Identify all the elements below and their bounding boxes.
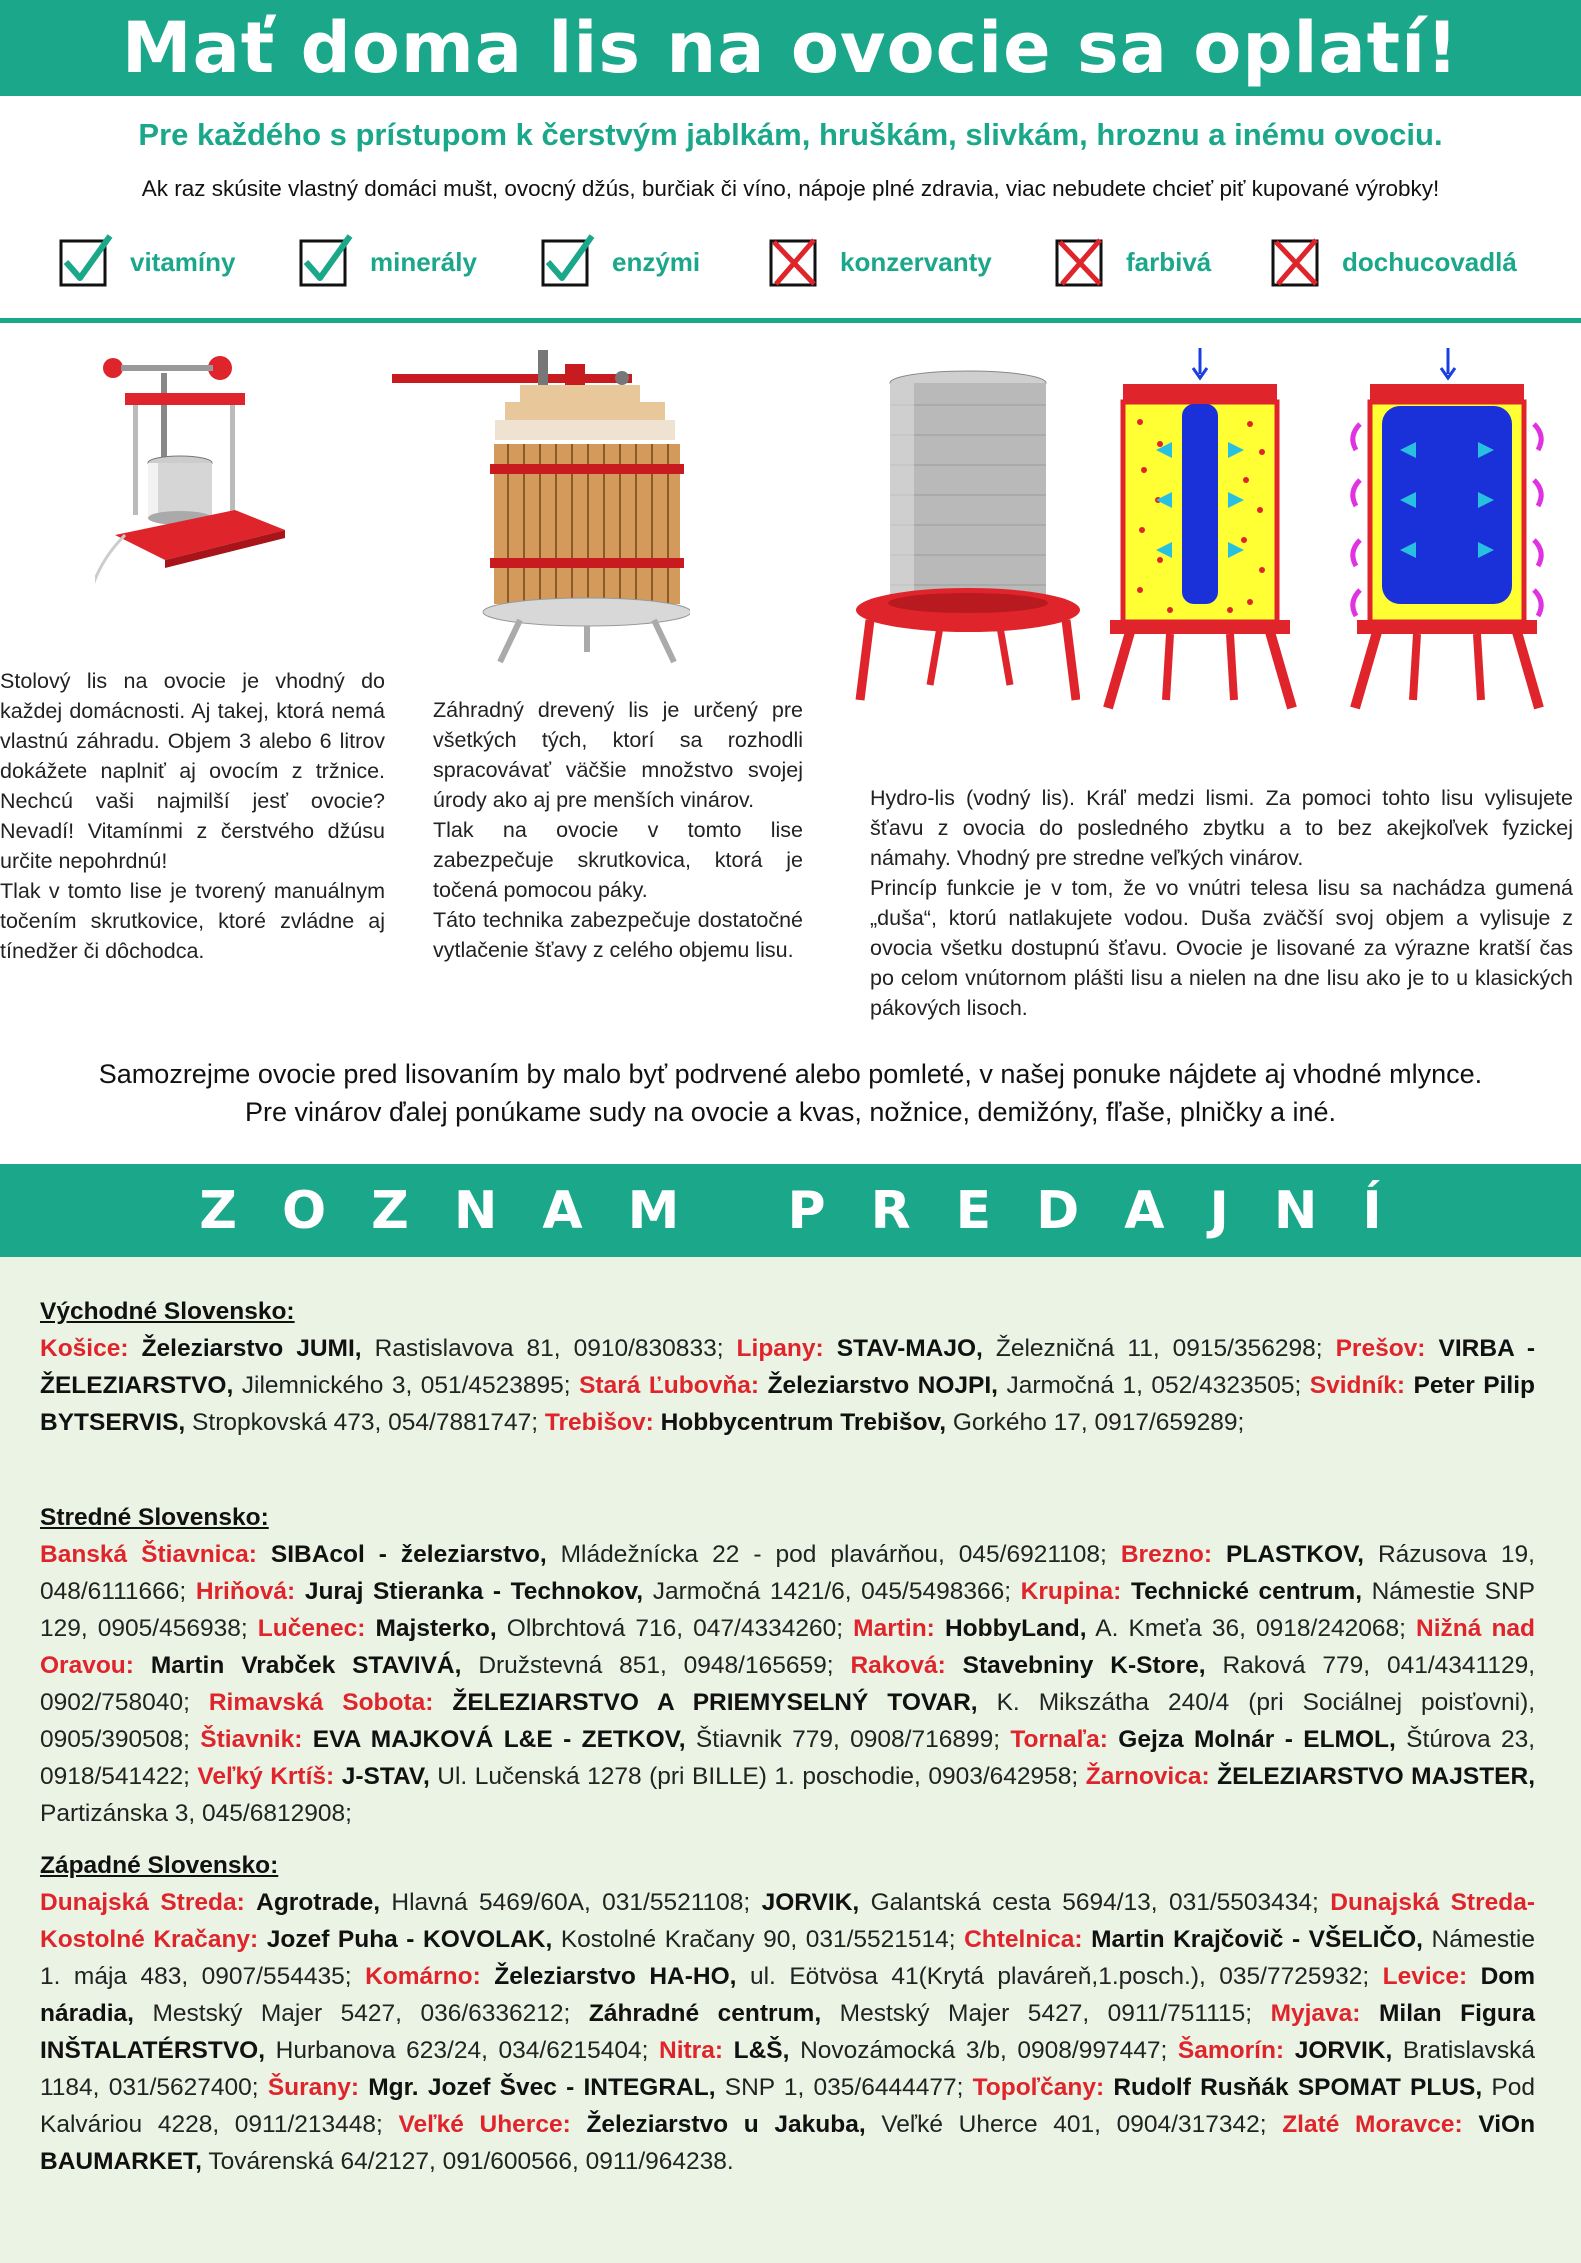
store-city: Dunajská Streda-Kostolné Kračany: xyxy=(40,1889,1535,1953)
store-name: PLASTKOV, xyxy=(1226,1541,1364,1568)
stores-section xyxy=(0,1257,1581,2263)
section-divider xyxy=(0,318,1581,323)
store-city: Tornaľa: xyxy=(1010,1726,1108,1753)
store-name: J-STAV, xyxy=(341,1763,430,1790)
hydro-press-image xyxy=(850,365,1080,705)
hydro-press-description xyxy=(870,783,1573,1023)
region-title: Východné Slovensko: xyxy=(40,1298,295,1325)
store-name: Železiarstvo JUMI, xyxy=(141,1335,362,1362)
subtitle: Pre každého s prístupom k čerstvým jablkám, hruškám, slivkám, hroznu a inému ovociu. xyxy=(138,117,1443,152)
feature-checklist xyxy=(58,232,1538,292)
store-address: Olbrchtová 716, 047/4334260; xyxy=(506,1615,844,1642)
store-address: Družstevná 851, 0948/165659; xyxy=(478,1652,834,1679)
store-address: Veľké Uherce 401, 0904/317342; xyxy=(881,2111,1267,2138)
store-name: JORVIK, xyxy=(1294,2037,1393,2064)
store-name: Gejza Molnár - ELMOL, xyxy=(1118,1726,1396,1753)
store-city: Košice: xyxy=(40,1335,129,1362)
table-press-image xyxy=(95,345,315,605)
store-city: Svidník: xyxy=(1309,1372,1406,1399)
store-city: Šamorín: xyxy=(1177,2037,1285,2064)
store-name: SIBAcol - železiarstvo, xyxy=(270,1541,547,1568)
description-paragraph: Stolový lis na ovocie je vhodný do každej domácnosti. Aj takej, ktorá nemá vlastnú záhradu. Objem 3 alebo 6 litrov dokážete naplniť aj ovocím z tržnice. Nechcú vaši najmilší jesť ovocie? Nevadí! Vitamínmi z čerstvého džúsu určite nepohrdnú! xyxy=(0,669,385,873)
page-title: Mať doma lis na ovocie sa oplatí! xyxy=(121,7,1460,89)
store-name: Juraj Stieranka - Technokov, xyxy=(304,1578,644,1605)
description-paragraph: Hydro-lis (vodný lis). Kráľ medzi lismi. Za pomoci tohto lisu vylisujete šťavu z ovocia do posledného zbytku a to bez akejkoľvek fyzickej námahy. Vhodný pre stredne veľkých vinárov. xyxy=(870,786,1573,870)
store-name: ŽELEZIARSTVO A PRIEMYSELNÝ TOVAR, xyxy=(452,1689,978,1716)
store-city: Trebišov: xyxy=(544,1409,654,1436)
store-name: Železiarstvo HA-HO, xyxy=(494,1963,737,1990)
store-name: Záhradné centrum, xyxy=(588,2000,822,2027)
region-entries xyxy=(40,1335,1535,1436)
region-entries xyxy=(40,1541,1535,1827)
store-name: Dom náradia, xyxy=(40,1963,1536,2027)
store-name: Milan Figura INŠTALATÉRSTVO, xyxy=(40,2000,1536,2064)
store-city: Nižná nad Oravou: xyxy=(40,1615,1536,1679)
description-paragraph: Princíp funkcie je v tom, že vo vnútri telesa lisu sa nachádza gumená „duša“, ktorú natlakujete vodou. Duša zväčší svoj objem a vylisuje z ovocia všetku dostupnú šťavu. Ovocie je lisované za výrazne kratší čas po celom vnútornom plášti lisu a nielen na dne lisu ako je to u klasických pákových lisoch. xyxy=(870,876,1573,1020)
store-city: Stará Ľubovňa: xyxy=(579,1372,760,1399)
store-address: Gorkého 17, 0917/659289; xyxy=(952,1409,1245,1436)
checkbox-check-icon xyxy=(58,238,106,286)
store-city: Lučenec: xyxy=(257,1615,366,1642)
store-address: Hlavná 5469/60A, 031/5521108; xyxy=(391,1889,751,1916)
store-city: Banská Štiavnica: xyxy=(40,1541,257,1568)
region-block xyxy=(40,1847,1535,2180)
store-address: Stropkovská 473, 054/7881747; xyxy=(192,1409,539,1436)
feature-item xyxy=(540,232,700,292)
checkbox-cross-icon xyxy=(768,238,816,286)
checkbox-check-icon xyxy=(540,238,588,286)
store-address: Novozámocká 3/b, 0908/997447; xyxy=(800,2037,1168,2064)
closing-line: Samozrejme ovocie pred lisovaním by malo byť podrvené alebo pomleté, v našej ponuke nájdete aj vhodné mlynce. xyxy=(98,1059,1483,1089)
store-name: JORVIK, xyxy=(761,1889,860,1916)
store-name: Majsterko, xyxy=(375,1615,497,1642)
store-address: Mestský Majer 5427, 0911/751115; xyxy=(839,2000,1253,2027)
store-address: Galantská cesta 5694/13, 031/5503434; xyxy=(870,1889,1319,1916)
description-paragraph: Tlak v tomto lise je tvorený manuálnym točením skrutkovice, ktoré zvládne aj tínedžer či dôchodca. xyxy=(0,879,385,963)
feature-label: konzervanty xyxy=(840,246,992,277)
store-name: ViOn BAUMARKET, xyxy=(40,2111,1536,2175)
hydro-diagram-after xyxy=(1340,340,1555,710)
store-name: VIRBA - ŽELEZIARSTVO, xyxy=(40,1335,1536,1399)
stores-title: ZOZNAM PREDAJNÍ xyxy=(199,1180,1427,1241)
feature-label: dochucovadlá xyxy=(1342,246,1517,277)
store-address: A. Kmeťa 36, 0918/242068; xyxy=(1095,1615,1406,1642)
store-address: Námestie SNP 129, 0905/456938; xyxy=(40,1578,1536,1642)
store-address: SNP 1, 035/6444477; xyxy=(724,2074,964,2101)
store-city: Komárno: xyxy=(365,1963,481,1990)
feature-item xyxy=(768,232,992,292)
description-paragraph: Táto technika zabezpečuje dostatočné vytlačenie šťavy z celého objemu lisu. xyxy=(433,908,803,962)
store-address: Jarmočná 1421/6, 045/5498366; xyxy=(652,1578,1012,1605)
store-address: Mládežnícka 22 - pod plavárňou, 045/6921108; xyxy=(560,1541,1107,1568)
store-name: Martin Krajčovič - VŠELIČO, xyxy=(1091,1926,1423,1953)
region-title: Západné Slovensko: xyxy=(40,1852,279,1879)
store-name: Martin Vrabček STAVIVÁ, xyxy=(150,1652,462,1679)
store-address: Továrenská 64/2127, 091/600566, 0911/964238. xyxy=(208,2148,734,2175)
feature-label: minerály xyxy=(370,246,477,277)
store-city: Levice: xyxy=(1382,1963,1468,1990)
store-name: Stavebniny K-Store, xyxy=(962,1652,1206,1679)
store-address: Rázusova 19, 048/6111666; xyxy=(40,1541,1535,1605)
feature-label: enzými xyxy=(612,246,701,277)
feature-item xyxy=(298,232,477,292)
store-address: Jarmočná 1, 052/4323505; xyxy=(1006,1372,1302,1399)
store-address: Rastislavova 81, 0910/830833; xyxy=(374,1335,724,1362)
store-address: Štúrova 23, 0918/541422; xyxy=(40,1726,1536,1790)
store-address: Hurbanova 623/24, 034/6215404; xyxy=(275,2037,649,2064)
store-address: Raková 779, 041/4341129, 0902/758040; xyxy=(40,1652,1536,1716)
store-name: Železiarstvo NOJPI, xyxy=(767,1372,998,1399)
store-address: Partizánska 3, 045/6812908; xyxy=(40,1800,352,1827)
store-city: Nitra: xyxy=(659,2037,723,2064)
store-address: Štiavnik 779, 0908/716899; xyxy=(695,1726,1001,1753)
store-address: Pod Kalváriou 4228, 0911/213448; xyxy=(40,2074,1535,2138)
store-address: Bratislavská 1184, 031/5627400; xyxy=(40,2037,1535,2101)
store-city: Veľký Krtíš: xyxy=(197,1763,335,1790)
region-block xyxy=(40,1499,1535,1832)
store-city: Rimavská Sobota: xyxy=(208,1689,434,1716)
closing-note xyxy=(0,1055,1581,1131)
store-name: STAV-MAJO, xyxy=(836,1335,983,1362)
feature-label: farbivá xyxy=(1126,246,1212,277)
store-city: Myjava: xyxy=(1270,2000,1361,2027)
feature-item xyxy=(1270,232,1517,292)
store-city: Raková: xyxy=(850,1652,946,1679)
store-name: Agrotrade, xyxy=(256,1889,381,1916)
store-name: Rudolf Rusňák SPOMAT PLUS, xyxy=(1113,2074,1483,2101)
store-city: Martin: xyxy=(853,1615,935,1642)
store-name: Jozef Puha - KOVOLAK, xyxy=(266,1926,553,1953)
store-address: Jilemnického 3, 051/4523895; xyxy=(241,1372,571,1399)
store-city: Topoľčany: xyxy=(972,2074,1105,2101)
store-name: HobbyLand, xyxy=(944,1615,1087,1642)
description-paragraph: Tlak na ovocie v tomto lise zabezpečuje skrutkovica, ktorá je točená pomocou páky. xyxy=(433,818,803,902)
store-address: Ul. Lučenská 1278 (pri BILLE) 1. poschodie, 0903/642958; xyxy=(437,1763,1079,1790)
store-name: EVA MAJKOVÁ L&E - ZETKOV, xyxy=(312,1726,686,1753)
region-title: Stredné Slovensko: xyxy=(40,1504,269,1531)
store-name: Technické centrum, xyxy=(1130,1578,1362,1605)
garden-press-description xyxy=(433,695,803,965)
store-name: Mgr. Jozef Švec - INTEGRAL, xyxy=(368,2074,716,2101)
store-address: Železničná 11, 0915/356298; xyxy=(995,1335,1323,1362)
feature-label: vitamíny xyxy=(130,246,236,277)
region-entries xyxy=(40,1889,1535,2175)
store-city: Hriňová: xyxy=(195,1578,296,1605)
store-name: Peter Pilip BYTSERVIS, xyxy=(40,1372,1535,1436)
garden-press-image xyxy=(390,340,690,670)
store-address: Kostolné Kračany 90, 031/5521514; xyxy=(560,1926,956,1953)
checkbox-check-icon xyxy=(298,238,346,286)
store-city: Brezno: xyxy=(1120,1541,1213,1568)
description-paragraph: Záhradný drevený lis je určený pre všetkých tých, ktorí sa rozhodli spracovávať väčšie množstvo svojej úrody ako aj pre menších vinárov. xyxy=(433,698,803,812)
checkbox-cross-icon xyxy=(1270,238,1318,286)
store-city: Krupina: xyxy=(1020,1578,1122,1605)
store-address: K. Mikszátha 240/4 (pri Sociálnej poisťovni), 0905/390508; xyxy=(40,1689,1536,1753)
store-name: L&Š, xyxy=(733,2037,790,2064)
store-city: Prešov: xyxy=(1335,1335,1426,1362)
store-city: Zlaté Moravce: xyxy=(1282,2111,1463,2138)
store-name: ŽELEZIARSTVO MAJSTER, xyxy=(1217,1763,1536,1790)
store-city: Štiavnik: xyxy=(200,1726,303,1753)
store-address: ul. Eötvösa 41(Krytá plaváreň,1.posch.), 035/7725932; xyxy=(749,1963,1370,1990)
store-city: Lipany: xyxy=(736,1335,824,1362)
feature-item xyxy=(58,232,236,292)
store-address: Námestie 1. mája 483, 0907/554435; xyxy=(40,1926,1535,1990)
region-block xyxy=(40,1293,1535,1441)
header-banner xyxy=(0,0,1581,96)
closing-line: Pre vinárov ďalej ponúkame sudy na ovocie a kvas, nožnice, demižóny, fľaše, plničky a iné. xyxy=(244,1097,1337,1127)
store-city: Chtelnica: xyxy=(964,1926,1083,1953)
intro-text: Ak raz skúsite vlastný domáci mušt, ovocný džús, burčiak či víno, nápoje plné zdravia, viac nebudete chcieť piť kupované výrobky! xyxy=(141,176,1440,201)
store-city: Šurany: xyxy=(267,2074,360,2101)
store-name: Železiarstvo u Jakuba, xyxy=(586,2111,866,2138)
store-address: Mestský Majer 5427, 036/6336212; xyxy=(152,2000,571,2027)
store-city: Dunajská Streda: xyxy=(40,1889,245,1916)
store-city: Žarnovica: xyxy=(1085,1763,1210,1790)
hydro-diagram-before xyxy=(1100,340,1300,710)
table-press-description xyxy=(0,666,385,966)
stores-header xyxy=(0,1164,1581,1257)
store-city: Veľké Uherce: xyxy=(398,2111,571,2138)
feature-item xyxy=(1054,232,1211,292)
checkbox-cross-icon xyxy=(1054,238,1102,286)
store-name: Hobbycentrum Trebišov, xyxy=(660,1409,947,1436)
